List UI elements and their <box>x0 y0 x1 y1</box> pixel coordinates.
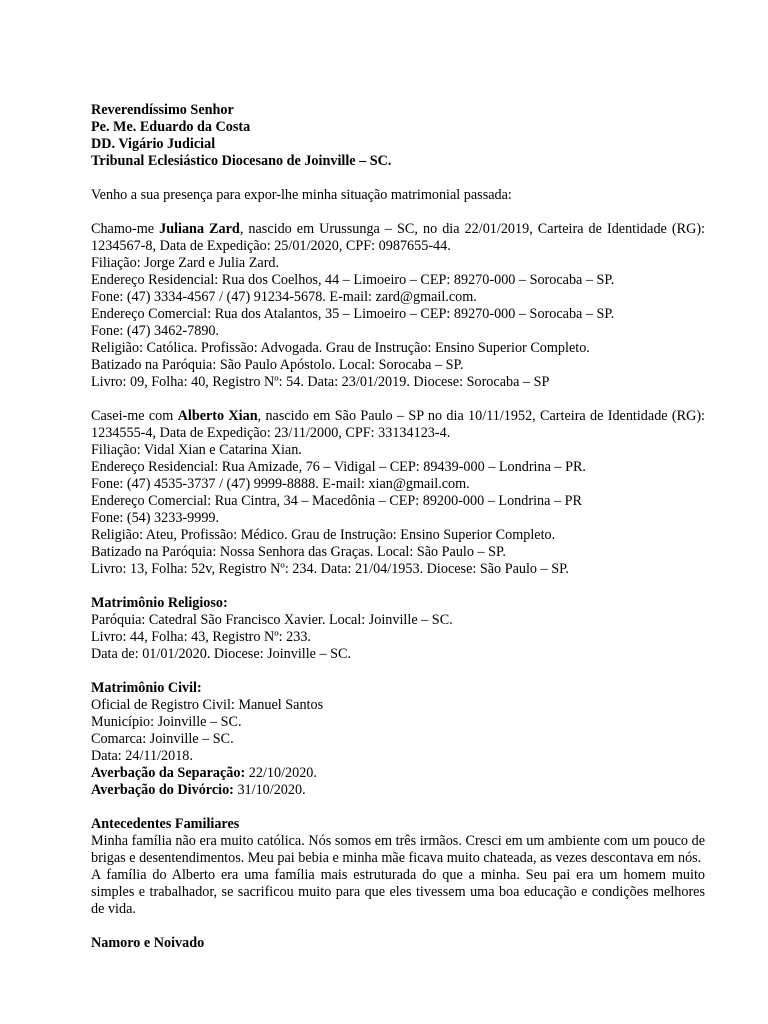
letter-page <box>91 102 705 952</box>
spouse-registry: Livro: 13, Folha: 52v, Registro Nº: 234. Data: 21/04/1953. Diocese: São Paulo – SP. <box>91 561 569 577</box>
petitioner-details: , nascido em Urussunga – SC, no dia 22/01/2019, Carteira de Identidade (RG): 1234567-8, Data de Expedição: 25/01/2020, CPF: 0987655-44. <box>91 221 705 254</box>
civil-date: Data: 24/11/2018. <box>91 748 193 764</box>
petitioner-baptism: Batizado na Paróquia: São Paulo Apóstolo. Local: Sorocaba – SP. <box>91 357 464 373</box>
civil-municipality: Município: Joinville – SC. <box>91 714 242 730</box>
religious-marriage-heading: Matrimônio Religioso: <box>91 595 228 611</box>
spouse-intro: Casei-me com <box>91 408 178 424</box>
family-paragraph-2: A família do Alberto era uma família mais estruturada do que a minha. Seu pai era um homem muito simples e trabalhador, se sacrificou muito para que eles tivessem uma boa educação e condições melhores de vida. <box>91 867 705 917</box>
addressee-salutation: Reverendíssimo Senhor <box>91 102 234 118</box>
petitioner-religion: Religião: Católica. Profissão: Advogada. Grau de Instrução: Ensino Superior Completo. <box>91 340 590 356</box>
spouse-address-home: Endereço Residencial: Rua Amizade, 76 – Vidigal – CEP: 89439-000 – Londrina – PR. <box>91 459 586 475</box>
spouse-details: , nascido em São Paulo – SP no dia 10/11/1952, Carteira de Identidade (RG): 1234555-4, Data de Expedição: 23/11/2000, CPF: 33134123-4. <box>91 408 705 441</box>
spouse-name: Alberto Xian <box>177 408 258 424</box>
spouse-baptism: Batizado na Paróquia: Nossa Senhora das Graças. Local: São Paulo – SP. <box>91 544 506 560</box>
family-paragraph-1: Minha família não era muito católica. Nós somos em três irmãos. Cresci em um ambiente com um pouco de brigas e desentendimentos. Meu pai bebia e minha mãe ficava muito chateada, as vezes descontava em nós. <box>91 833 705 866</box>
dating-heading: Namoro e Noivado <box>91 935 205 951</box>
petitioner-name: Juliana Zard <box>159 221 240 237</box>
addressee-title: DD. Vigário Judicial <box>91 136 216 152</box>
petitioner-registry: Livro: 09, Folha: 40, Registro Nº: 54. Data: 23/01/2019. Diocese: Sorocaba – SP <box>91 374 550 390</box>
religious-date: Data de: 01/01/2020. Diocese: Joinville – SC. <box>91 646 352 662</box>
religious-parish: Paróquia: Catedral São Francisco Xavier. Local: Joinville – SC. <box>91 612 453 628</box>
religious-marriage-block <box>91 595 705 663</box>
civil-district: Comarca: Joinville – SC. <box>91 731 234 747</box>
divorce-label: Averbação do Divórcio: <box>91 782 234 798</box>
religious-registry: Livro: 44, Folha: 43, Registro Nº: 233. <box>91 629 311 645</box>
addressee-name: Pe. Me. Eduardo da Costa <box>91 119 251 135</box>
separation-label: Averbação da Separação: <box>91 765 246 781</box>
civil-separation <box>91 765 705 782</box>
spouse-filiacao: Filiação: Vidal Xian e Catarina Xian. <box>91 442 302 458</box>
spouse-phone-home: Fone: (47) 4535-3737 / (47) 9999-8888. E-mail: xian@gmail.com. <box>91 476 470 492</box>
spouse-phone-work: Fone: (54) 3233-9999. <box>91 510 220 526</box>
intro-text: Venho a sua presença para expor-lhe minha situação matrimonial passada: <box>91 187 512 203</box>
civil-divorce <box>91 782 705 799</box>
civil-officer: Oficial de Registro Civil: Manuel Santos <box>91 697 324 713</box>
civil-marriage-block <box>91 680 705 799</box>
family-background-heading: Antecedentes Familiares <box>91 816 240 832</box>
spouse-religion: Religião: Ateu, Profissão: Médico. Grau de Instrução: Ensino Superior Completo. <box>91 527 556 543</box>
petitioner-block <box>91 221 705 391</box>
spouse-identity <box>91 408 705 442</box>
spouse-block <box>91 408 705 578</box>
addressee-block <box>91 102 705 170</box>
family-background-block <box>91 816 705 918</box>
spouse-address-work: Endereço Comercial: Rua Cintra, 34 – Macedônia – CEP: 89200-000 – Londrina – PR <box>91 493 582 509</box>
separation-value: 22/10/2020. <box>245 765 317 781</box>
addressee-tribunal: Tribunal Eclesiástico Diocesano de Joinville – SC. <box>91 153 392 169</box>
petitioner-phone-home: Fone: (47) 3334-4567 / (47) 91234-5678. E-mail: zard@gmail.com. <box>91 289 477 305</box>
divorce-value: 31/10/2020. <box>233 782 306 798</box>
petitioner-address-work: Endereço Comercial: Rua dos Atalantos, 35 – Limoeiro – CEP: 89270-000 – Sorocaba – SP. <box>91 306 615 322</box>
petitioner-intro: Chamo-me <box>91 221 160 237</box>
petitioner-phone-work: Fone: (47) 3462-7890. <box>91 323 220 339</box>
petitioner-identity <box>91 221 705 255</box>
petitioner-address-home: Endereço Residencial: Rua dos Coelhos, 44 – Limoeiro – CEP: 89270-000 – Sorocaba – SP. <box>91 272 615 288</box>
petitioner-filiacao: Filiação: Jorge Zard e Julia Zard. <box>91 255 280 271</box>
civil-marriage-heading: Matrimônio Civil: <box>91 680 202 696</box>
